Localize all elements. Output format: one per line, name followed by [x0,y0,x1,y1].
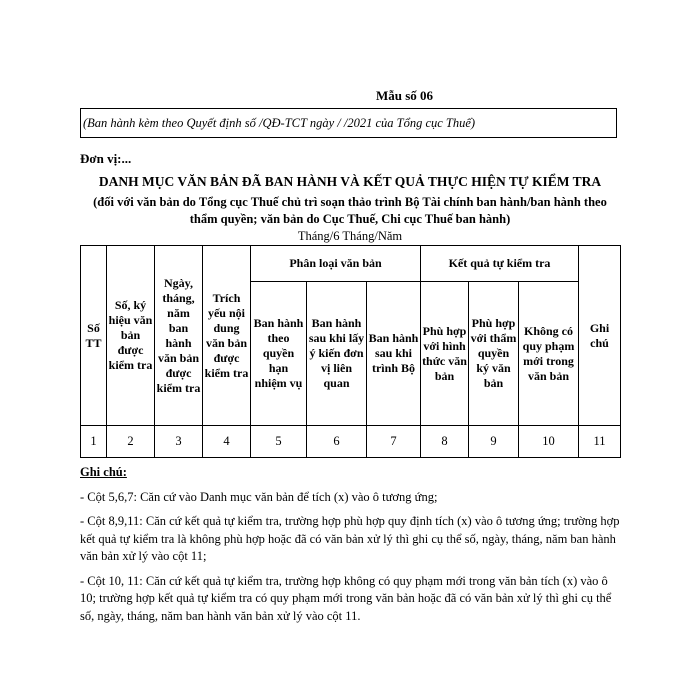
column-number: 6 [307,426,367,458]
notes-heading: Ghi chú: [80,465,127,479]
header-conform-authority: Phù hợp với thẩm quyền ký văn bản [469,282,519,426]
notes-section [80,464,620,632]
column-number: 7 [367,426,421,458]
header-symbol: Số, ký hiệu văn bản được kiểm tra [107,246,155,426]
unit-label: Đơn vị:... [80,151,132,166]
document-title: DANH MỤC VĂN BẢN ĐÃ BAN HÀNH VÀ KẾT QUẢ THỰC HIỆN TỰ KIỂM TRA [98,174,602,189]
header-issued-after-feedback: Ban hành sau khi lấy ý kiến đơn vị liên quan [307,282,367,426]
column-number: 8 [421,426,469,458]
header-group-results: Kết quả tự kiểm tra [421,246,579,282]
column-number: 3 [155,426,203,458]
header-date: Ngày, tháng, năm ban hành văn bản được kiểm tra [155,246,203,426]
column-number: 1 [81,426,107,458]
header-group-classification: Phân loại văn bản [251,246,421,282]
column-number: 2 [107,426,155,458]
header-summary: Trích yếu nội dung văn bản được kiểm tra [203,246,251,426]
note-item: - Cột 10, 11: Căn cứ kết quả tự kiểm tra, trường hợp không có quy phạm mới trong văn bản tích (x) vào ô 10; trường hợp kết quả tự kiểm tra có quy phạm mới trong văn bản hoặc đã có văn bản xử lý thì ghi cụ thể số, ngày, tháng, năm ban hành văn bản xử lý vào cột 11. [80,573,612,623]
reporting-period: Tháng/6 Tháng/Năm [297,229,403,243]
column-number: 9 [469,426,519,458]
column-number: 11 [579,426,621,458]
header-conform-form: Phù hợp với hình thức văn bản [421,282,469,426]
header-notes: Ghi chú [579,246,621,426]
header-issued-authority: Ban hành theo quyền hạn nhiệm vụ [251,282,307,426]
header-stt: Số TT [81,246,107,426]
column-number: 10 [519,426,579,458]
column-number: 5 [251,426,307,458]
header-no-new-rule: Không có quy phạm mới trong văn bản [519,282,579,426]
form-number: Mẫu số 06 [376,88,434,103]
note-item: - Cột 8,9,11: Căn cứ kết quả tự kiểm tra, trường hợp phù hợp quy định tích (x) vào ô tương ứng; trường hợp kết quả tự kiểm tra là không phù hợp hoặc đã có văn bản xử lý thì ghi cụ thể số, ngày, tháng, năm ban hành văn bản xử lý vào cột 11; [80,514,620,563]
column-number: 4 [203,426,251,458]
document-list-table [80,245,621,458]
header-issued-after-submit: Ban hành sau khi trình Bộ [367,282,421,426]
issued-by-note: (Ban hành kèm theo Quyết định số /QĐ-TCT ngày / /2021 của Tổng cục Thuế) [80,108,617,138]
note-item: - Cột 5,6,7: Căn cứ vào Danh mục văn bản để tích (x) vào ô tương ứng; [80,489,438,504]
document-subtitle: (đối với văn bản do Tổng cục Thuế chủ trì soạn thảo trình Bộ Tài chính ban hành/ban hành theo thẩm quyền; văn bản do Cục Thuế, Chi cục Thuế ban hành) [93,195,607,226]
